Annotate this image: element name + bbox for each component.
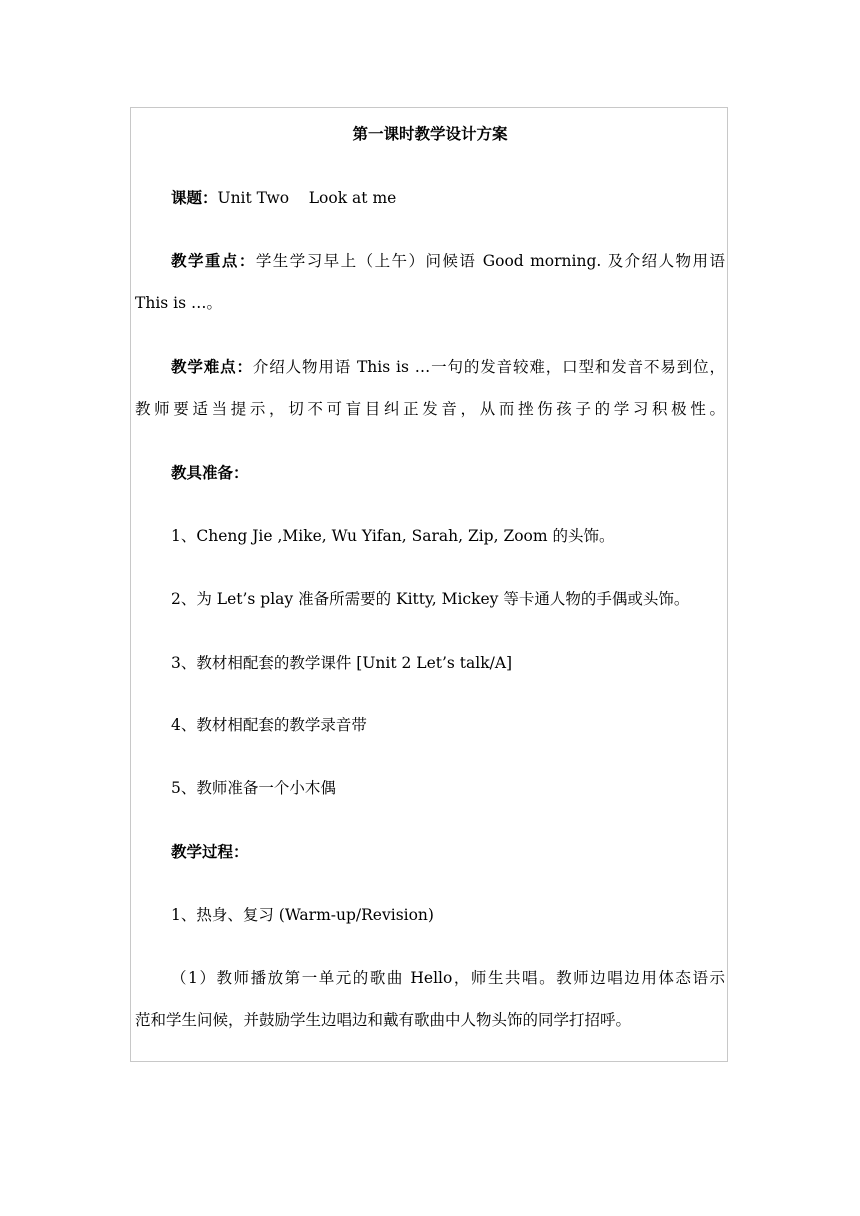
key-points-line-2: This is …。 (135, 294, 222, 312)
material-item-2: 2、为 Let’s play 准备所需要的 Kitty, Mickey 等卡通人物的手偶或头饰。 (171, 590, 690, 608)
process-paragraph-line-2: 范和学生问候，并鼓励学生边唱边和戴有歌曲中人物头饰的同学打招呼。 (135, 1011, 632, 1029)
difficulties-text-1: 介绍人物用语 This is …一句的发音较难，口型和发音不易到位， (252, 358, 725, 376)
key-points-label: 教学重点： (171, 251, 256, 270)
material-item-3: 3、教材相配套的教学课件 [Unit 2 Let’s talk/A] (171, 654, 513, 672)
difficulties-line-1 (171, 357, 725, 377)
topic-text: Unit Two Look at me (217, 189, 397, 207)
material-item-5: 5、教师准备一个小木偶 (171, 779, 336, 797)
topic-line (171, 188, 396, 208)
difficulties-line-2: 教师要适当提示，切不可盲目纠正发音，从而挫伤孩子的学习积极性。 (135, 400, 725, 418)
materials-label: 教具准备： (171, 463, 249, 482)
process-paragraph-line-1: （1）教师播放第一单元的歌曲 Hello，师生共唱。教师边唱边用体态语示 (171, 969, 725, 987)
key-points-line-1 (171, 251, 725, 271)
key-points-text-1: 学生学习早上（上午）问候语 Good morning. 及介绍人物用语 (255, 252, 725, 270)
document-page (130, 107, 728, 1062)
material-item-4: 4、教材相配套的教学录音带 (171, 716, 367, 734)
topic-label: 课题： (171, 188, 218, 207)
difficulties-label: 教学难点： (171, 357, 253, 376)
document-title: 第一课时教学设计方案 (352, 124, 508, 143)
process-label: 教学过程： (171, 842, 249, 861)
process-step-1: 1、热身、复习 (Warm-up/Revision) (171, 906, 434, 924)
material-item-1: 1、Cheng Jie ,Mike, Wu Yifan, Sarah, Zip, Zoom 的头饰。 (171, 527, 615, 545)
